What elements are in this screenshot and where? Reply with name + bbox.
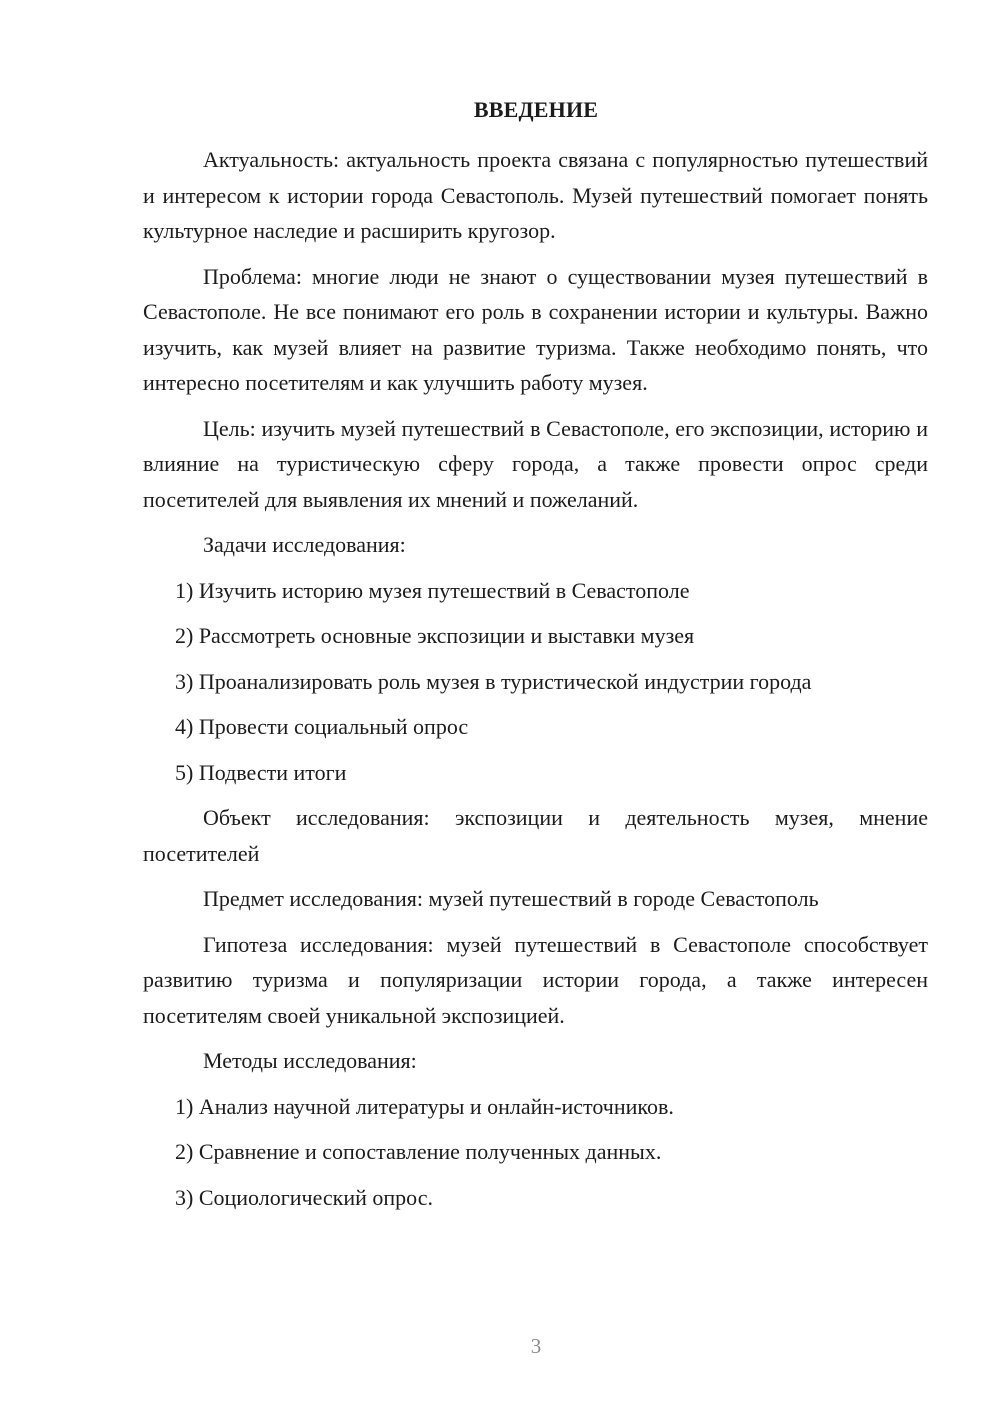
task-item: 3) Проанализировать роль музея в туристической индустрии города	[175, 668, 812, 694]
task-item: 5) Подвести итоги	[175, 759, 347, 785]
hypothesis-paragraph: Гипотеза исследования: музей путешествий в Севастополе способствует развитию туризма и популяризации истории города, а также интересен посетителям своей уникальной экспозицией.	[143, 931, 928, 1028]
task-item: 1) Изучить историю музея путешествий в Севастополе	[175, 577, 690, 603]
goal-paragraph: Цель: изучить музей путешествий в Севастополе, его экспозиции, историю и влияние на туристическую сферу города, а также провести опрос среди посетителей для выявления их мнений и пожеланий.	[143, 415, 928, 512]
tasks-heading: Задачи исследования:	[203, 532, 406, 557]
problem-paragraph: Проблема: многие люди не знают о существовании музея путешествий в Севастополе. Не все понимают его роль в сохранении истории и культуры. Важно изучить, как музей влияет на развитие туризма. Также необходимо понять, что интересно посетителям и как улучшить работу музея.	[143, 263, 928, 395]
task-item: 2) Рассмотреть основные экспозиции и выставки музея	[175, 623, 695, 648]
object-paragraph: Объект исследования: экспозиции и деятельность музея, мнение посетителей	[143, 805, 928, 866]
task-item: 4) Провести социальный опрос	[175, 714, 469, 739]
relevance-paragraph: Актуальность: актуальность проекта связана с популярностью путешествий и интересом к истории города Севастополь. Музей путешествий помогает понять культурное наследие и расширить кругозор.	[143, 147, 928, 243]
method-item: 3) Социологический опрос.	[175, 1184, 433, 1210]
page-number: 3	[530, 1334, 542, 1358]
section-title: ВВЕДЕНИЕ	[473, 97, 599, 122]
method-item: 2) Сравнение и сопоставление полученных данных.	[175, 1139, 662, 1164]
method-item: 1) Анализ научной литературы и онлайн-источников.	[175, 1093, 674, 1119]
document-body	[143, 142, 928, 1225]
methods-heading: Методы исследования:	[203, 1048, 417, 1073]
subject-paragraph: Предмет исследования: музей путешествий в городе Севастополь	[203, 886, 819, 911]
